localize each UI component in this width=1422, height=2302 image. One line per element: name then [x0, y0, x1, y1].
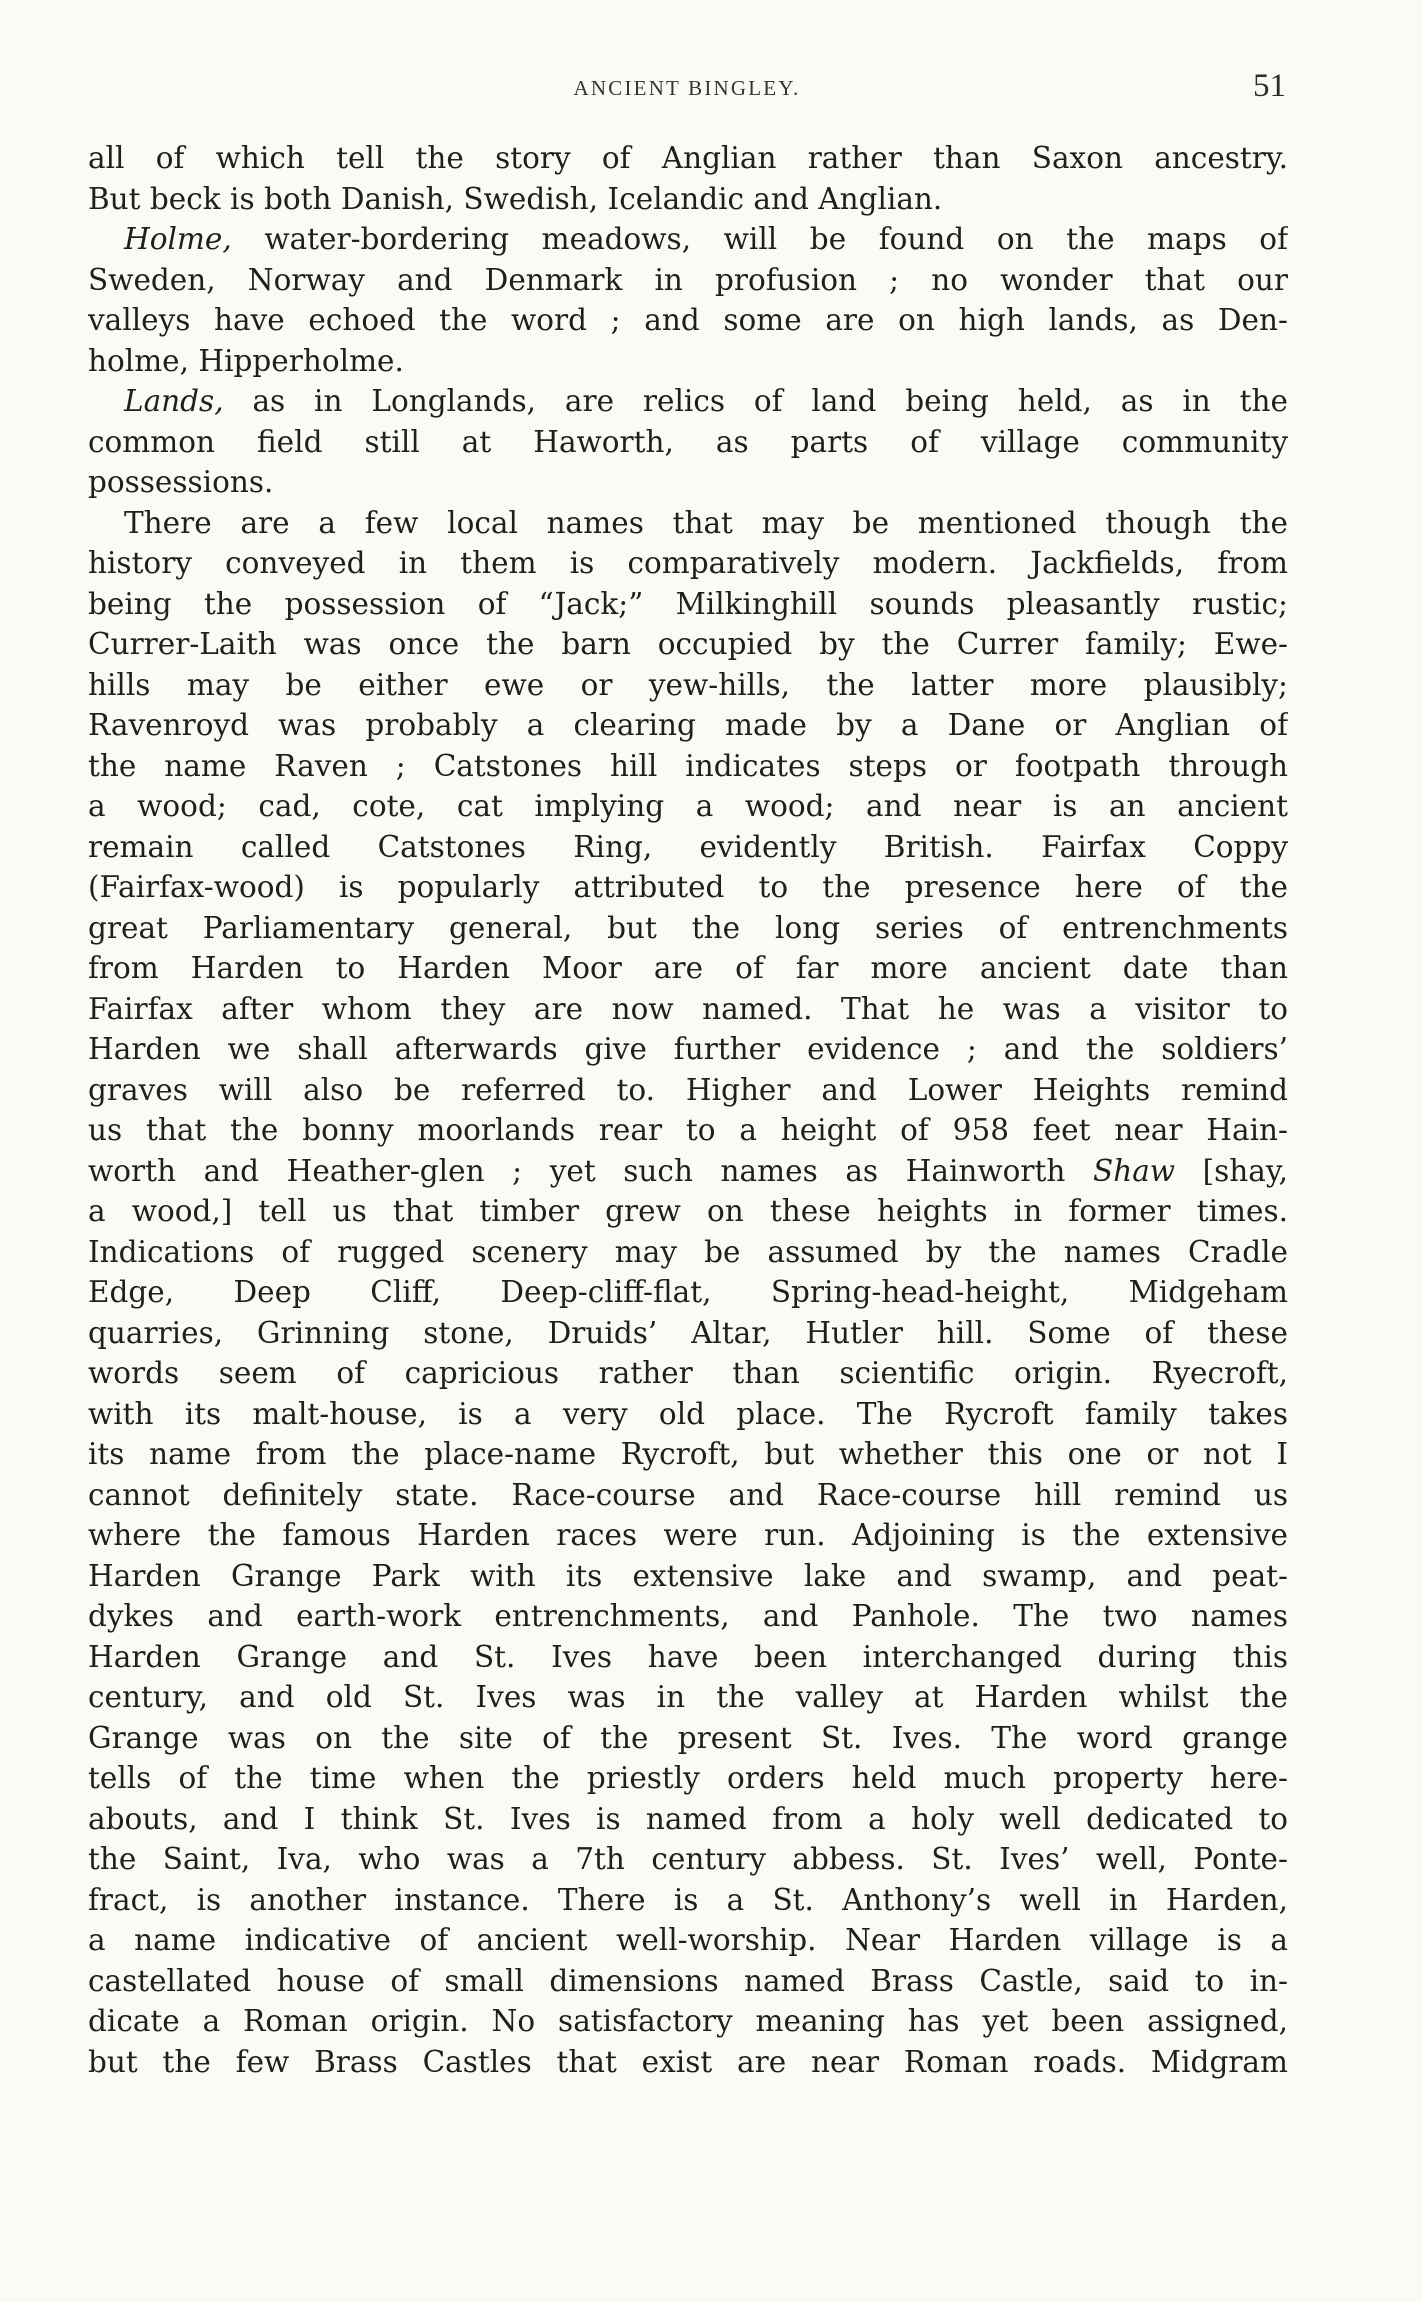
text-line: [88, 1434, 1288, 1475]
line-text: Fairfax after whom they are now named. That he was a visitor to: [88, 991, 1288, 1026]
text-line: [88, 624, 1288, 665]
text-line: [88, 1718, 1288, 1759]
line-text: but the few Brass Castles that exist are near Roman roads. Midgram: [88, 2044, 1288, 2079]
italic-term: Shaw: [1092, 1153, 1176, 1188]
text-line: [88, 1637, 1288, 1678]
line-text: where the famous Harden races were run. Adjoining is the extensive: [88, 1518, 1288, 1552]
line-text: common field still at Haworth, as parts of village community: [88, 424, 1288, 459]
text-line: [88, 1110, 1288, 1151]
text-line: [88, 1232, 1288, 1273]
line-text: hills may be either ewe or yew-hills, the latter more plausibly;: [88, 667, 1288, 702]
line-text: with its malt-house, is a very old place. The Rycroft family takes: [88, 1396, 1288, 1431]
text-line: [88, 1880, 1288, 1921]
text-line: [88, 503, 1288, 544]
line-text: Edge, Deep Cliff, Deep-cliff-flat, Spring-head-height, Midgeham: [88, 1275, 1288, 1309]
italic-term: Holme,: [124, 222, 232, 256]
line-text: dicate a Roman origin. No satisfactory meaning has yet been assigned,: [88, 2004, 1288, 2038]
text-line: [88, 1799, 1288, 1840]
text-line: [88, 422, 1288, 463]
line-text: Grange was on the site of the present St. Ives. The word grange: [88, 1720, 1288, 1755]
line-text: There are a few local names that may be mentioned though the: [124, 505, 1288, 540]
line-text: Indications of rugged scenery may be assumed by the names Cradle: [88, 1234, 1288, 1269]
line-text: castellated house of small dimensions named Brass Castle, said to in-: [88, 1963, 1288, 1998]
running-title: ANCIENT BINGLEY.: [573, 76, 801, 100]
text-line: [88, 584, 1288, 625]
line-text: quarries, Grinning stone, Druids’ Altar, Hutler hill. Some of these: [88, 1315, 1288, 1350]
text-line: [88, 1029, 1288, 1070]
body-text: [88, 138, 1288, 2082]
line-text: Sweden, Norway and Denmark in profusion ; no wonder that our: [88, 262, 1288, 297]
text-line: [88, 1515, 1288, 1556]
line-text: the name Raven ; Catstones hill indicates steps or footpath through: [88, 748, 1288, 783]
line-text: (Fairfax-wood) is popularly attributed to the presence here of the: [88, 870, 1288, 904]
line-text: from Harden to Harden Moor are of far more ancient date than: [88, 951, 1288, 985]
line-text: history conveyed in them is comparatively modern. Jackfields, from: [88, 546, 1288, 580]
text-line: [88, 908, 1288, 949]
text-line: [88, 260, 1288, 301]
line-text: great Parliamentary general, but the long series of entrenchments: [88, 910, 1288, 945]
text-line: [88, 1677, 1288, 1718]
line-text: a wood; cad, cote, cat implying a wood; and near is an ancient: [88, 789, 1288, 823]
line-text: all of which tell the story of Anglian rather than Saxon ancestry.: [88, 141, 1288, 175]
text-line: [88, 138, 1288, 179]
line-text: valleys have echoed the word ; and some are on high lands, as Den-: [88, 303, 1288, 337]
text-line: [88, 989, 1288, 1030]
line-text: us that the bonny moorlands rear to a height of 958 feet near Hain-: [88, 1113, 1288, 1147]
line-text: Harden Grange Park with its extensive lake and swamp, and peat-: [88, 1558, 1288, 1593]
line-text: Harden Grange and St. Ives have been interchanged during this: [88, 1639, 1288, 1674]
line-text: dykes and earth-work entrenchments, and Panhole. The two names: [88, 1599, 1288, 1633]
line-text: [shay,: [1175, 1153, 1288, 1188]
line-text: But beck is both Danish, Swedish, Icelandic and Anglian.: [88, 181, 943, 216]
text-line: [88, 1353, 1288, 1394]
line-text: Ravenroyd was probably a clearing made by a Dane or Anglian of: [88, 708, 1288, 742]
text-line: [88, 381, 1288, 422]
text-line: [88, 867, 1288, 908]
line-text: words seem of capricious rather than scientific origin. Ryecroft,: [88, 1356, 1288, 1390]
text-line: [88, 665, 1288, 706]
line-text: fract, is another instance. There is a St. Anthony’s well in Harden,: [88, 1882, 1288, 1917]
text-line: [88, 1475, 1288, 1516]
text-line: [88, 2042, 1288, 2083]
text-line: [88, 948, 1288, 989]
line-text: the Saint, Iva, who was a 7th century abbess. St. Ives’ well, Ponte-: [88, 1842, 1288, 1876]
line-text: Harden we shall afterwards give further evidence ; and the soldiers’: [88, 1032, 1288, 1066]
line-text: possessions.: [88, 465, 274, 499]
text-line: [88, 300, 1288, 341]
text-line: [88, 1191, 1288, 1232]
line-text: as in Longlands, are relics of land being held, as in the: [223, 384, 1288, 418]
text-line: [88, 1394, 1288, 1435]
line-text: holme, Hipperholme.: [88, 343, 404, 378]
running-head: [88, 64, 1286, 112]
text-line: [88, 2001, 1288, 2042]
text-line: [88, 219, 1288, 260]
line-text: cannot definitely state. Race-course and Race-course hill remind us: [88, 1477, 1288, 1512]
text-line: [88, 786, 1288, 827]
text-line: [88, 1070, 1288, 1111]
line-text: graves will also be referred to. Higher and Lower Heights remind: [88, 1072, 1288, 1107]
text-line: [88, 1596, 1288, 1637]
text-line: [88, 1151, 1288, 1192]
italic-term: Lands,: [124, 384, 224, 418]
text-line: [88, 1313, 1288, 1354]
line-text: worth and Heather-glen ; yet such names as Hainworth: [88, 1153, 1066, 1188]
text-line: [88, 462, 1288, 503]
text-line: [88, 1961, 1288, 2002]
line-text: century, and old St. Ives was in the valley at Harden whilst the: [88, 1680, 1288, 1714]
line-text: a wood,] tell us that timber grew on these heights in former times.: [88, 1194, 1288, 1228]
text-line: [88, 746, 1288, 787]
line-text: remain called Catstones Ring, evidently British. Fairfax Coppy: [88, 829, 1288, 864]
line-text: tells of the time when the priestly orders held much property here-: [88, 1761, 1288, 1795]
text-line: [88, 1272, 1288, 1313]
line-text: its name from the place-name Rycroft, but whether this one or not I: [88, 1437, 1288, 1471]
page-number: 51: [1253, 68, 1286, 104]
text-line: [88, 1758, 1288, 1799]
text-line: [88, 827, 1288, 868]
text-line: [88, 179, 1288, 220]
text-line: [88, 543, 1288, 584]
text-line: [88, 341, 1288, 382]
line-text: abouts, and I think St. Ives is named from a holy well dedicated to: [88, 1801, 1288, 1836]
line-text: being the possession of “Jack;” Milkinghill sounds pleasantly rustic;: [88, 586, 1288, 621]
text-line: [88, 705, 1288, 746]
line-text: water-bordering meadows, will be found on the maps of: [231, 222, 1288, 256]
line-text: Currer-Laith was once the barn occupied by the Currer family; Ewe-: [88, 627, 1288, 661]
text-line: [88, 1839, 1288, 1880]
text-line: [88, 1556, 1288, 1597]
line-text: a name indicative of ancient well-worship. Near Harden village is a: [88, 1923, 1288, 1957]
text-line: [88, 1920, 1288, 1961]
